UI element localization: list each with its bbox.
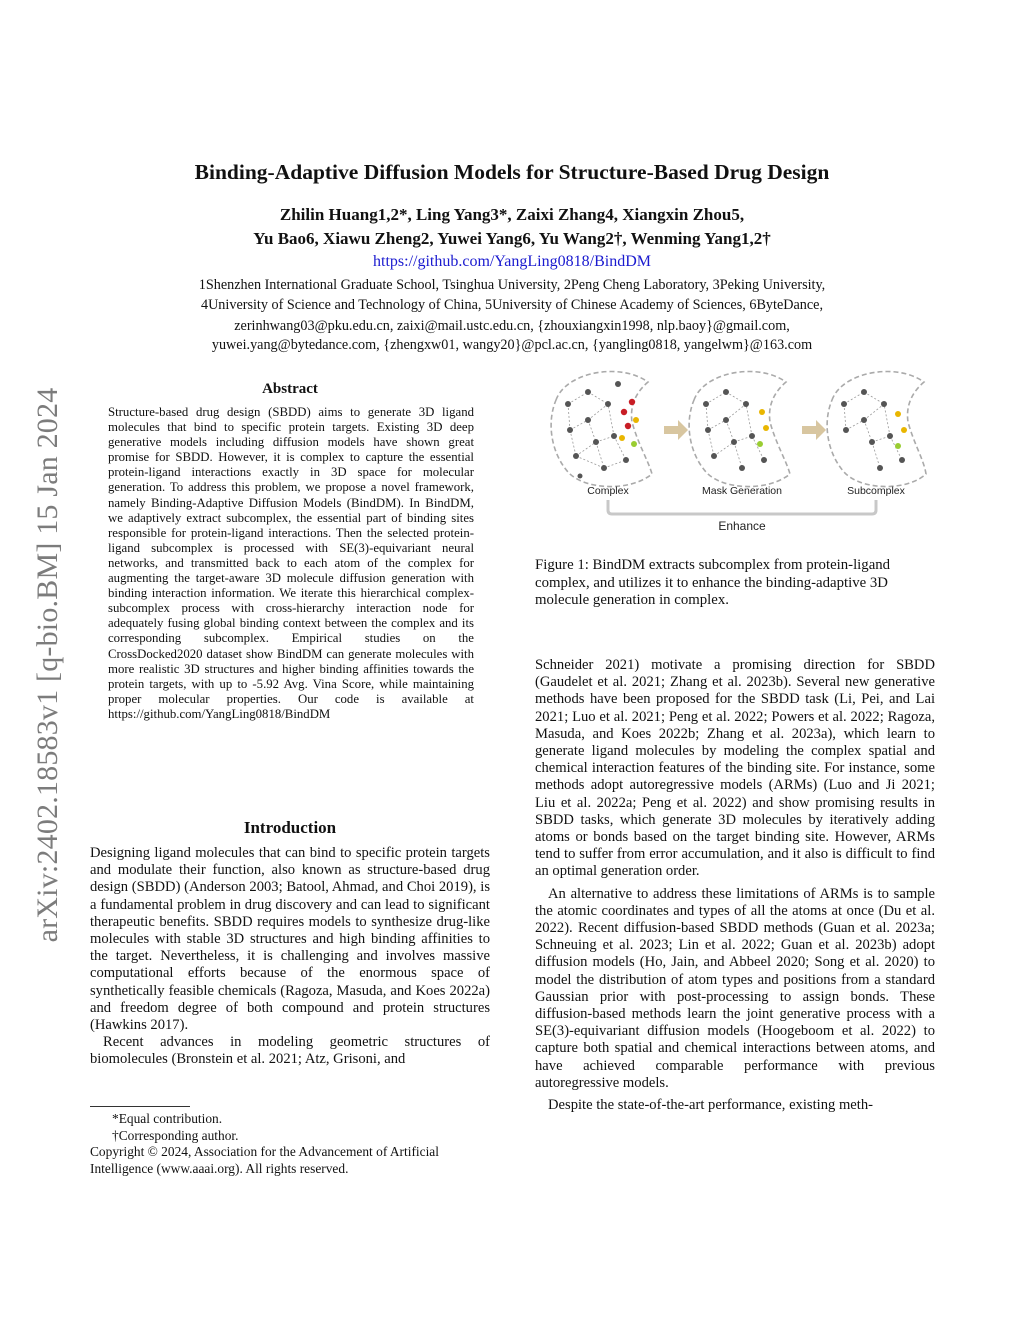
right-paragraph-2: An alternative to address these limitations of ARMs is to sample the atomic coordinates and types of all the atoms at once (Du et al. 2022). Recent diffusion-based SBDD methods (Guan et al. 2023a; Schneuing et al. 2023; Lin et al. 2022; Guan et al. 2023b) adopt diffusion models (Ho, Jain, and Abbeel 2020; Song et al. 2020) to model the distribution of atom types and positions from a standard Gaussian prior with post-processing to assign bonds. These diffusion-based methods learn the joint generative process with a SE(3)-equivariant diffusion models (Hoogeboom et al. 2022) to capture both spatial and chemical interactions between atoms, and have achieved comparable performance with previous autoregressive models. xyxy=(535,885,935,1091)
intro-paragraph-1: Designing ligand molecules that can bind to specific protein targets and modulate their function, also known as structure-based drug design (SBDD) (Anderson 2003; Batool, Ahmad, and Choi 2019), is a fundamental problem in drug discovery and can lead to significant therapeutic benefits. SBDD requires models to synthesize drug-like molecules with stable 3D structures and high binding affinities to the target. Nevertheless, it is challenging and involves massive computational efforts because of the enormous space of synthetically feasible chemicals (Ragoza, Masuda, and Koes 2022a) and freedom degree of both compound and protein structures (Hawkins 2017). xyxy=(90,845,490,1034)
arxiv-stamp-text: arXiv:2402.18583v1 [q-bio.BM] 15 Jan 2024 xyxy=(31,387,64,943)
enhance-bracket xyxy=(608,500,876,514)
emails-line-2: yuwei.yang@bytedance.com, {zhengxw01, wangy20}@pcl.ac.cn, {yangling0818, yangelwm}@163.com xyxy=(211,337,813,353)
footnote-corresponding: †Corresponding author. xyxy=(112,1127,239,1143)
figure-label-mask: Mask Generation xyxy=(702,485,782,497)
mask-blob xyxy=(689,372,790,487)
arxiv-side-stamp xyxy=(23,350,73,980)
figure-label-complex: Complex xyxy=(587,485,629,497)
footnote-equal: *Equal contribution. xyxy=(112,1111,223,1126)
authors-line-1: Zhilin Huang1,2*, Ling Yang3*, Zaixi Zhang4, Xiangxin Zhou5, xyxy=(279,205,745,224)
paper-title: Binding-Adaptive Diffusion Models for Structure-Based Drug Design xyxy=(194,160,830,184)
figure-1 xyxy=(548,364,928,536)
arrow-2-icon xyxy=(802,420,826,440)
right-column-body xyxy=(535,657,935,1114)
right-paragraph-1: Schneider 2021) motivate a promising direction for SBDD (Gaudelet et al. 2021; Zhang et al. 2023b). Several new generative methods have been proposed for the SBDD task (Li, Pei, and Lai 2021; Luo et al. 2021; Peng et al. 2022; Powers et al. 2022; Ragoza, Masuda, and Koes 2022b; Zhang et al. 2023a), which learn to generate ligand molecules by modeling the complex spatial and chemical interaction features of the binding site. For instance, some methods adopt autoregressive models (ARMs) (Luo and Ji 2021; Liu et al. 2022a; Peng et al. 2022) and show promising results in SBDD tasks, which generate 3D molecules by iteratively adding atoms or bonds based on the target binding site. However, ARMs tend to suffer from error accumulation, and it also is difficult to find an optimal generation order. xyxy=(535,657,935,880)
subcomplex-blob xyxy=(827,372,926,487)
footnote-rule xyxy=(90,1106,190,1107)
arrow-1-icon xyxy=(664,420,688,440)
repo-link[interactable]: https://github.com/YangLing0818/BindDM xyxy=(373,253,651,270)
figure-label-enhance: Enhance xyxy=(718,519,766,533)
abstract-heading: Abstract xyxy=(262,381,318,397)
authors-line-2: Yu Bao6, Xiawu Zheng2, Yuwei Yang6, Yu Wang2†, Wenming Yang1,2† xyxy=(253,229,771,248)
copyright-notice: Copyright © 2024, Association for the Advancement of Artificial Intelligence (www.aaai.org). All rights reserved. xyxy=(90,1144,439,1176)
complex-blob xyxy=(551,372,652,487)
figure-label-subcomplex: Subcomplex xyxy=(847,485,905,497)
abstract-body: Structure-based drug design (SBDD) aims to generate 3D ligand molecules that bind to specific protein targets. Existing 3D deep generative models including diffusion models have shown great promise for SBDD. However, it is complex to capture the essential protein-ligand interactions exactly in 3D space for molecular generation. To address this problem, we propose a novel framework, namely Binding-Adaptive Diffusion Models (BindDM). In BindDM, we adaptively extract subcomplex, the essential part of binding sites responsible for protein-ligand interactions. Then the selected protein-ligand subcomplex is processed with SE(3)-equivariant neural networks, and transmitted back to each atom of the complex for augmenting the target-aware 3D molecule diffusion generation with binding interaction information. We iterate this hierarchical complex-subcomplex process with cross-hierarchy interaction node for adequately fusing global binding context between the complex and its corresponding subcomplex. Empirical studies on the CrossDocked2020 dataset show BindDM can generate molecules with more realistic 3D structures and higher binding affinities towards the protein targets, with up to -5.92 Avg. Vina Score, while maintaining proper molecular properties. Our code is available at https://github.com/YangLing0818/BindDM xyxy=(108,405,474,721)
introduction-body xyxy=(90,845,490,1069)
footnotes xyxy=(90,1111,490,1177)
introduction-heading: Introduction xyxy=(243,818,337,837)
right-paragraph-3: Despite the state-of-the-art performance, existing meth- xyxy=(548,1097,873,1114)
intro-paragraph-2: Recent advances in modeling geometric structures of biomolecules (Bronstein et al. 2021; Atz, Grisoni, and xyxy=(90,1034,490,1068)
emails-line-1: zerinhwang03@pku.edu.cn, zaixi@mail.ustc.edu.cn, {zhouxiangxin1998, nlp.baoy}@gmail.com, xyxy=(234,318,790,334)
figure-caption: Figure 1: BindDM extracts subcomplex from protein-ligand complex, and utilizes it to enhance the binding-adaptive 3D molecule generation in complex. xyxy=(535,557,891,608)
affiliations-line-1: 1Shenzhen International Graduate School, Tsinghua University, 2Peng Cheng Laboratory, 3Peking University, xyxy=(198,277,826,293)
affiliations-line-2: 4University of Science and Technology of China, 5University of Chinese Academy of Sciences, 6ByteDance, xyxy=(200,297,824,313)
